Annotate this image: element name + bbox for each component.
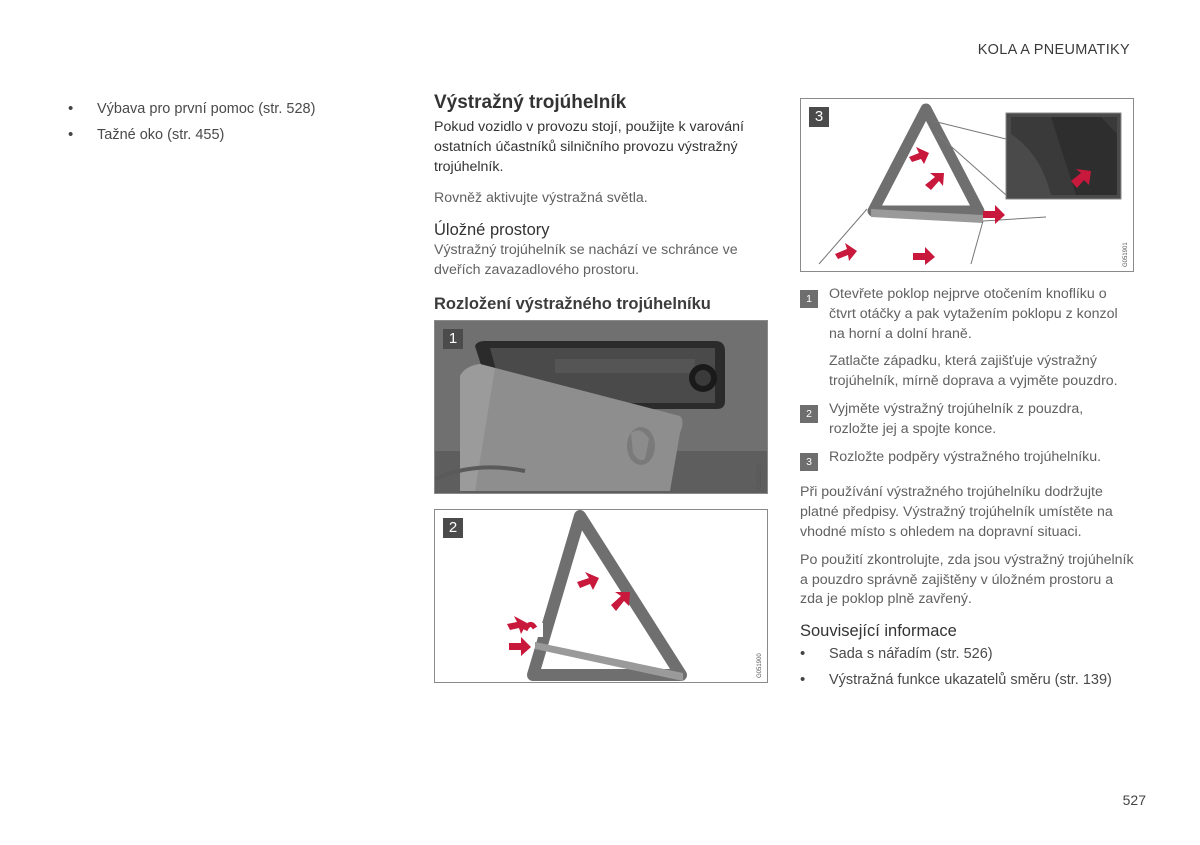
- figure-number: 3: [809, 107, 829, 127]
- section-header: KOLA A PNEUMATIKY: [977, 42, 1130, 58]
- related-heading: Související informace: [800, 622, 957, 641]
- main-column: [434, 92, 774, 314]
- step-text: Rozložte podpěry výstražného trojúhelníku.: [829, 448, 1102, 465]
- step-number: 3: [800, 453, 818, 471]
- note-paragraph: Rovněž aktivujte výstražná světla.: [434, 190, 648, 207]
- step-3: [800, 448, 1135, 468]
- left-bullet-list: [68, 96, 315, 148]
- step-text: Vyjměte výstražný trojúhelník z pouzdra, rozložte jej a spojte konce.: [829, 400, 1084, 437]
- storage-compartment-illustration: [435, 321, 768, 494]
- list-item[interactable]: • Výstražná funkce ukazatelů směru (str. 139): [800, 667, 1135, 693]
- step-1: [800, 285, 1135, 392]
- list-item[interactable]: • Sada s nářadím (str. 526): [800, 641, 1135, 667]
- figure-code: G051878: [757, 464, 763, 489]
- figure-3: [800, 98, 1134, 272]
- triangle-supports-illustration: [801, 99, 1134, 272]
- related-list: [800, 641, 1135, 693]
- step-2: [800, 400, 1135, 440]
- unfold-heading: Rozložení výstražného trojúhelníku: [434, 294, 711, 313]
- figure-number: 1: [443, 329, 463, 349]
- step-number: 1: [800, 290, 818, 308]
- figure-code: G051900: [757, 653, 763, 678]
- intro-paragraph: Pokud vozidlo v provozu stojí, použijte k varování ostatních účastníků silničního provozu výstražný trojúhelník.: [434, 119, 744, 175]
- step-text: Otevřete poklop nejprve otočením knoflíku o čtvrt otáčky a pak vytažením poklopu z konzol na horní a dolní hraně.: [829, 286, 1118, 342]
- usage-paragraph: Při používání výstražného trojúhelníku dodržujte platné předpisy. Výstražný trojúhelník umístěte na vhodné místo s ohledem na dopravní situaci.: [800, 484, 1113, 540]
- figure-1: [434, 320, 768, 494]
- figure-2: [434, 509, 768, 683]
- step-number: 2: [800, 405, 818, 423]
- list-item[interactable]: • Výbava pro první pomoc (str. 528): [68, 96, 315, 122]
- list-item[interactable]: • Tažné oko (str. 455): [68, 122, 315, 148]
- figure-code: G051901: [1123, 242, 1129, 267]
- page-number: 527: [1122, 792, 1146, 808]
- triangle-unfold-illustration: [435, 510, 768, 683]
- figure-number: 2: [443, 518, 463, 538]
- step-text-continued: Zatlačte západku, která zajišťuje výstražný trojúhelník, mírně doprava a vyjměte pouzdro.: [829, 353, 1118, 390]
- storage-heading: Úložné prostory: [434, 221, 550, 240]
- check-paragraph: Po použití zkontrolujte, zda jsou výstražný trojúhelník a pouzdro správně zajištěny v úložném prostoru a zda je poklop plně zavřený.: [800, 551, 1134, 608]
- instructions-column: [800, 285, 1135, 693]
- page-title: Výstražný trojúhelník: [434, 92, 627, 113]
- storage-paragraph: Výstražný trojúhelník se nachází ve schránce ve dveřích zavazadlového prostoru.: [434, 242, 738, 278]
